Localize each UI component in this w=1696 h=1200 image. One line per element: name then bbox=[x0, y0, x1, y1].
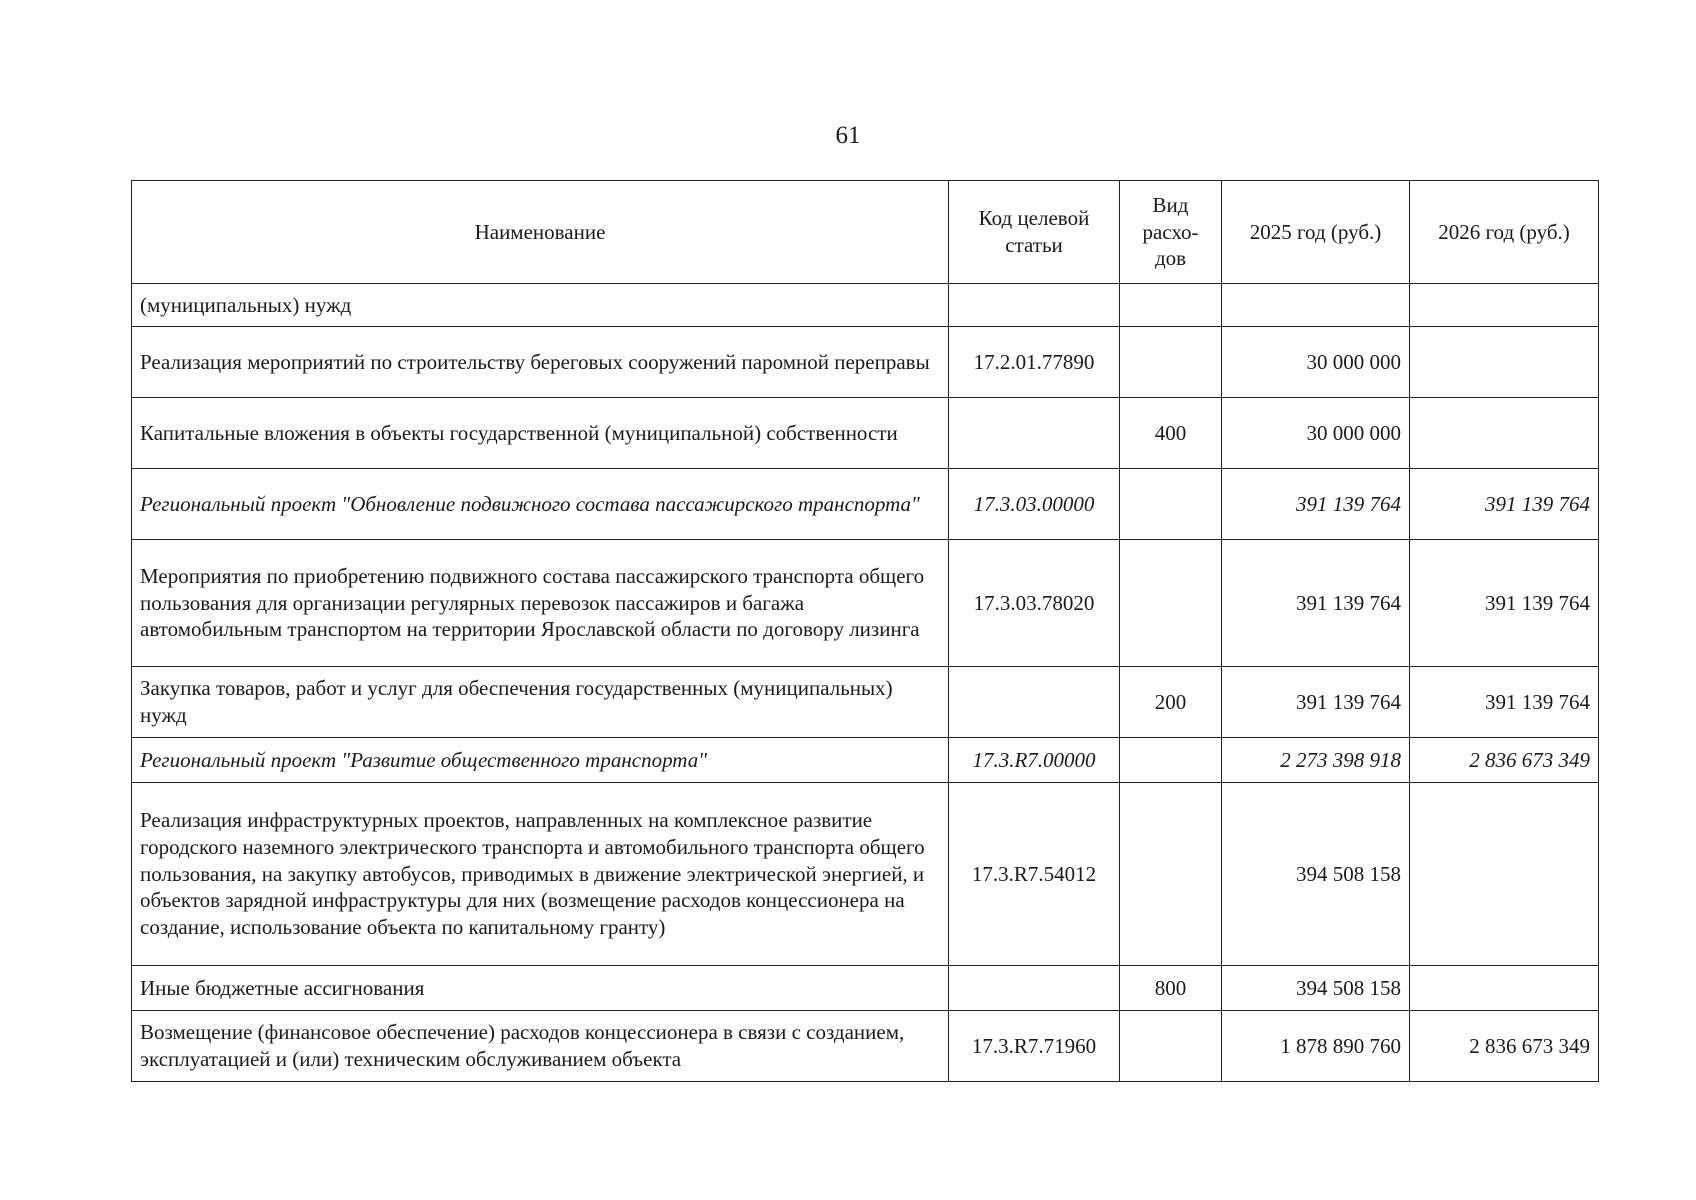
table-row bbox=[132, 966, 1599, 1011]
cell-2026: 2 836 673 349 bbox=[1410, 1011, 1599, 1082]
cell-kind bbox=[1120, 1011, 1222, 1082]
cell-kind bbox=[1120, 327, 1222, 398]
cell-2026 bbox=[1410, 966, 1599, 1011]
cell-code bbox=[949, 667, 1120, 738]
cell-code: 17.3.R7.71960 bbox=[949, 1011, 1120, 1082]
cell-name: Капитальные вложения в объекты государственной (муниципальной) собственности bbox=[132, 398, 949, 469]
header-2026: 2026 год (руб.) bbox=[1410, 181, 1599, 284]
cell-2025: 2 273 398 918 bbox=[1222, 738, 1410, 783]
header-2025: 2025 год (руб.) bbox=[1222, 181, 1410, 284]
cell-2026: 391 139 764 bbox=[1410, 540, 1599, 667]
cell-code bbox=[949, 966, 1120, 1011]
cell-name: Возмещение (финансовое обеспечение) расходов концессионера в связи с созданием, эксплуатацией и (или) техническим обслуживанием объекта bbox=[132, 1011, 949, 1082]
cell-2025: 1 878 890 760 bbox=[1222, 1011, 1410, 1082]
table-row bbox=[132, 327, 1599, 398]
cell-code bbox=[949, 284, 1120, 327]
table-row bbox=[132, 540, 1599, 667]
budget-table bbox=[131, 180, 1599, 1082]
cell-2025: 394 508 158 bbox=[1222, 966, 1410, 1011]
table-row bbox=[132, 667, 1599, 738]
cell-2026 bbox=[1410, 398, 1599, 469]
cell-kind bbox=[1120, 540, 1222, 667]
cell-kind: 400 bbox=[1120, 398, 1222, 469]
cell-code: 17.2.01.77890 bbox=[949, 327, 1120, 398]
cell-code: 17.3.R7.54012 bbox=[949, 783, 1120, 966]
table-row bbox=[132, 1011, 1599, 1082]
cell-name: Закупка товаров, работ и услуг для обеспечения государственных (муниципальных) нужд bbox=[132, 667, 949, 738]
table-row bbox=[132, 469, 1599, 540]
table-header-row bbox=[132, 181, 1599, 284]
cell-2025: 391 139 764 bbox=[1222, 469, 1410, 540]
cell-kind bbox=[1120, 738, 1222, 783]
cell-name: Реализация инфраструктурных проектов, направленных на комплексное развитие городского наземного электрического транспорта и автомобильного транспорта общего пользования, на закупку автобусов, приводимых в движение электрической энергией, и объектов зарядной инфраструктуры для них (возмещение расходов концессионера на создание, использование объекта по капитальному гранту) bbox=[132, 783, 949, 966]
cell-kind bbox=[1120, 469, 1222, 540]
cell-2025: 394 508 158 bbox=[1222, 783, 1410, 966]
header-code: Код целевой статьи bbox=[949, 181, 1120, 284]
cell-2025: 391 139 764 bbox=[1222, 540, 1410, 667]
cell-2025 bbox=[1222, 284, 1410, 327]
cell-2026 bbox=[1410, 284, 1599, 327]
cell-code: 17.3.03.78020 bbox=[949, 540, 1120, 667]
cell-2026 bbox=[1410, 327, 1599, 398]
page-number: 61 bbox=[835, 122, 861, 149]
header-name: Наименование bbox=[132, 181, 949, 284]
cell-kind: 800 bbox=[1120, 966, 1222, 1011]
cell-code: 17.3.R7.00000 bbox=[949, 738, 1120, 783]
cell-2025: 30 000 000 bbox=[1222, 327, 1410, 398]
cell-2025: 391 139 764 bbox=[1222, 667, 1410, 738]
table-row bbox=[132, 783, 1599, 966]
cell-kind bbox=[1120, 284, 1222, 327]
cell-code bbox=[949, 398, 1120, 469]
cell-name: Реализация мероприятий по строительству береговых сооружений паромной переправы bbox=[132, 327, 949, 398]
header-kind: Вид расхо-дов bbox=[1120, 181, 1222, 284]
cell-kind bbox=[1120, 783, 1222, 966]
cell-name: (муниципальных) нужд bbox=[132, 284, 949, 327]
cell-2025: 30 000 000 bbox=[1222, 398, 1410, 469]
cell-2026: 391 139 764 bbox=[1410, 667, 1599, 738]
cell-2026: 391 139 764 bbox=[1410, 469, 1599, 540]
table-row bbox=[132, 284, 1599, 327]
table-row bbox=[132, 738, 1599, 783]
cell-name: Региональный проект "Обновление подвижного состава пассажирского транспорта" bbox=[132, 469, 949, 540]
cell-name: Региональный проект "Развитие общественного транспорта" bbox=[132, 738, 949, 783]
table-row bbox=[132, 398, 1599, 469]
cell-code: 17.3.03.00000 bbox=[949, 469, 1120, 540]
cell-kind: 200 bbox=[1120, 667, 1222, 738]
cell-name: Мероприятия по приобретению подвижного состава пассажирского транспорта общего пользования для организации регулярных перевозок пассажиров и багажа автомобильным транспортом на территории Ярославской области по договору лизинга bbox=[132, 540, 949, 667]
cell-2026: 2 836 673 349 bbox=[1410, 738, 1599, 783]
cell-2026 bbox=[1410, 783, 1599, 966]
cell-name: Иные бюджетные ассигнования bbox=[132, 966, 949, 1011]
